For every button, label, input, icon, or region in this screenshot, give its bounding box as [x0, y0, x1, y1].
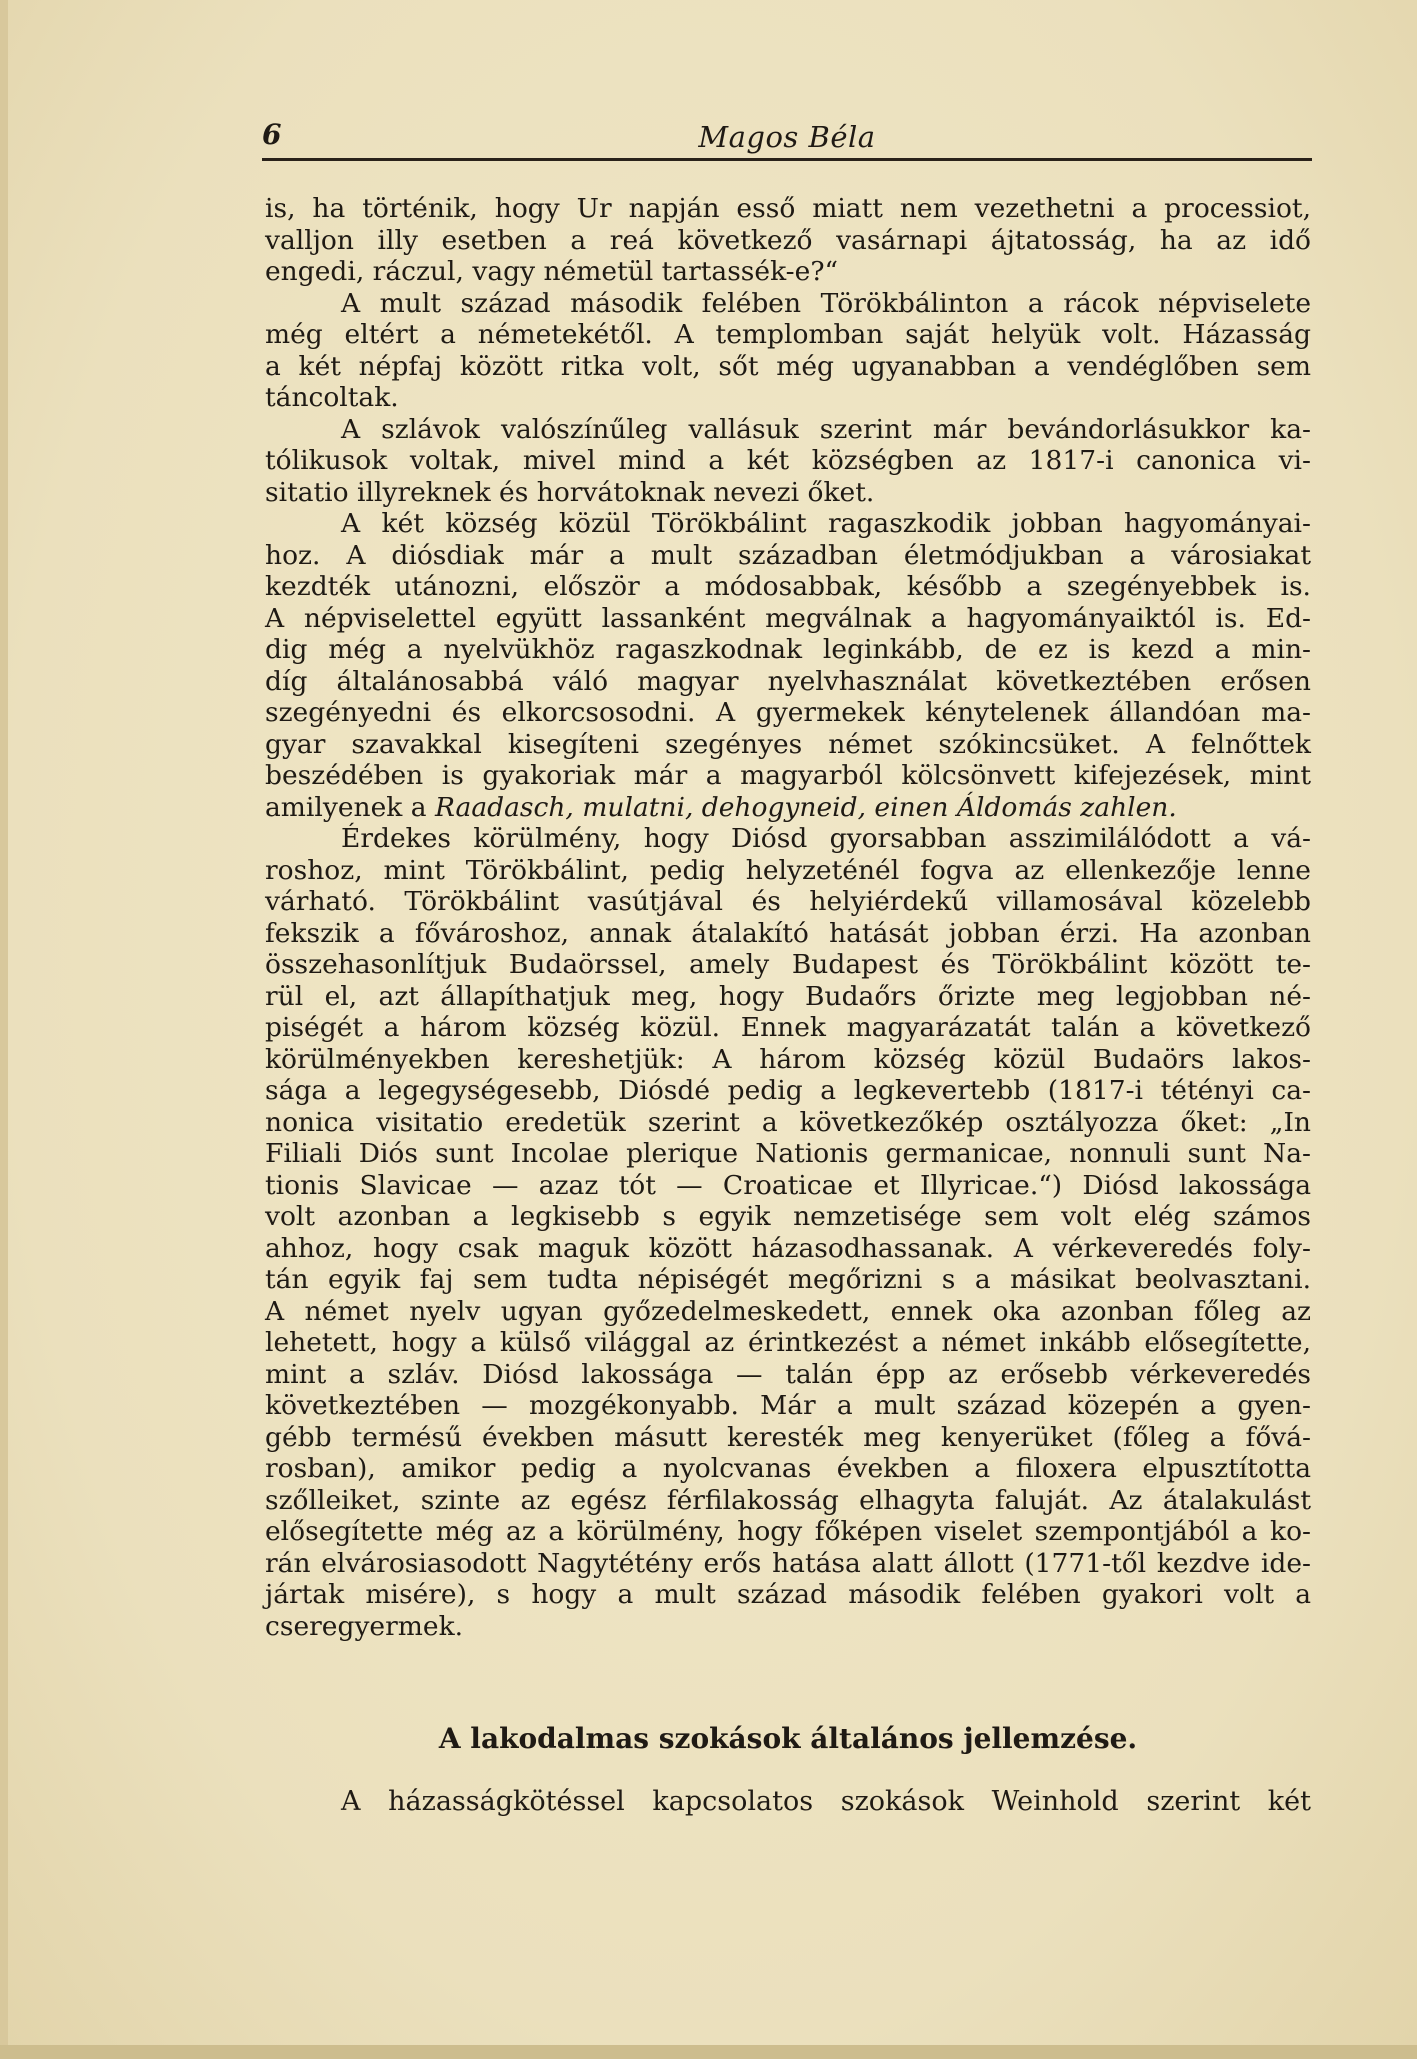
text-line: [265, 792, 1311, 824]
text-line: a két népfaj között ritka volt, sőt még ugyanabban a vendéglőben sem: [265, 350, 1311, 382]
text-line: kezdték utánozni, először a módosabbak, később a szegényebbek is.: [265, 571, 1311, 602]
paragraph: [265, 508, 1311, 823]
text-line: A szlávok valószínűleg vallásuk szerint már bevándorlásukkor ka-: [341, 413, 1311, 445]
text-line: is, ha történik, hogy Ur napján esső miatt nem vezethetni a processiot,: [265, 193, 1311, 224]
text-line: gébb termésű években másutt keresték meg kenyerüket (főleg a fővá-: [265, 1421, 1311, 1453]
text-line: hoz. A diósdiak már a mult században életmódjukban a városiakat: [265, 539, 1311, 571]
page-edge-shadow: [0, 0, 8, 2059]
text-line: engedi, ráczul, vagy németül tartassék-e?“: [265, 256, 839, 287]
text-line: rán elvárosiasodott Nagytétény erős hatása alatt állott (1771-től kezdve ide-: [265, 1547, 1311, 1579]
text-line-prefix: amilyenek a: [265, 791, 435, 823]
text-line: összehasonlítjuk Budaörssel, amely Budapest és Törökbálint között te-: [265, 949, 1311, 980]
text-line: mint a szláv. Diósd lakossága — talán épp az erősebb vérkeveredés: [265, 1358, 1311, 1390]
italic-examples: Raadasch, mulatni, dehogyneid, einen Áldomás zahlen.: [435, 791, 1177, 823]
text-line: piségét a három község közül. Ennek magyarázatát talán a következő: [265, 1012, 1311, 1043]
body-text: [265, 193, 1311, 1642]
paragraph: [265, 193, 1311, 288]
page-bottom-edge: [0, 2045, 1417, 2059]
text-line: szőlleiket, szinte az egész férfilakosság elhagyta faluját. Az átalakulást: [265, 1484, 1311, 1516]
text-line: körülményekben kereshetjük: A három község közül Budaörs lakos-: [265, 1043, 1311, 1075]
paragraph: [265, 414, 1311, 509]
text-line: A népviselettel együtt lassanként megválnak a hagyományaiktól is. Ed-: [265, 602, 1311, 634]
text-line: szegényedni és elkorcsosodni. A gyermekek kénytelenek állandóan ma-: [265, 697, 1311, 728]
text-line: várható. Törökbálint vasútjával és helyiérdekű villamosával közelebb: [265, 886, 1311, 917]
paragraph: [265, 823, 1311, 1642]
closing-paragraph: [265, 1786, 1311, 1818]
text-line: táncoltak.: [265, 382, 399, 413]
text-line: Filiali Diós sunt Incolae plerique Nationis germanicae, nonnuli sunt Na-: [265, 1138, 1311, 1169]
text-line: még eltért a németekétől. A templomban saját helyük volt. Házasság: [265, 319, 1311, 350]
text-line: következtében — mozgékonyabb. Már a mult század közepén a gyen-: [265, 1390, 1311, 1421]
text-line: Érdekes körülmény, hogy Diósd gyorsabban asszimilálódott a vá-: [341, 823, 1311, 854]
text-line: dig még a nyelvükhöz ragaszkodnak leginkább, de ez is kezd a min-: [265, 634, 1311, 665]
text-line: tólikusok voltak, mivel mind a két községben az 1817-i canonica vi-: [265, 445, 1311, 476]
text-line: gyar szavakkal kisegíteni szegényes német szókincsüket. A felnőttek: [265, 728, 1311, 760]
text-line: A német nyelv ugyan győzedelmeskedett, ennek oka azonban főleg az: [265, 1295, 1311, 1327]
text-line: A két község közül Törökbálint ragaszkodik jobban hagyományai-: [341, 508, 1311, 539]
text-line: rül el, azt állapíthatjuk meg, hogy Budaőrs őrizte meg legjobban né-: [265, 980, 1311, 1012]
text-line: ahhoz, hogy csak maguk között házasodhassanak. A vérkeveredés foly-: [265, 1232, 1311, 1264]
text-line: sága a legegységesebb, Diósdé pedig a legkevertebb (1817-i tétényi ca-: [265, 1075, 1311, 1106]
text-line: rosban), amikor pedig a nyolcvanas években a filoxera elpusztította: [265, 1453, 1311, 1484]
page-number: 6: [262, 118, 282, 151]
text-line: sitatio illyreknek és horvátoknak nevezi őket.: [265, 476, 875, 508]
text-line: fekszik a fővároshoz, annak átalakító hatását jobban érzi. Ha azonban: [265, 917, 1311, 949]
text-line: díg általánosabbá váló magyar nyelvhasználat következtében erősen: [265, 665, 1311, 697]
paragraph: [265, 288, 1311, 414]
text-line: cseregyermek.: [265, 1610, 464, 1642]
text-line: roshoz, mint Törökbálint, pedig helyzeténél fogva az ellenkezője lenne: [265, 854, 1311, 886]
text-line: nonica visitatio eredetük szerint a következőkép osztályozza őket: „In: [265, 1106, 1311, 1138]
text-line: valljon illy esetben a reá következő vasárnapi ájtatosság, ha az idő: [265, 224, 1311, 256]
text-line: jártak misére), s hogy a mult század második felében gyakori volt a: [265, 1579, 1311, 1610]
text-line: A mult század második felében Törökbálinton a rácok népviselete: [341, 287, 1311, 319]
running-head-author: Magos Béla: [698, 120, 876, 154]
text-line: tán egyik faj sem tudta népiségét megőrizni s a másikat beolvasztani.: [265, 1264, 1311, 1295]
page-header: [262, 118, 1312, 161]
text-line: lehetett, hogy a külső világgal az érintkezést a német inkább elősegítette,: [265, 1327, 1311, 1358]
text-line: elősegítette még az a körülmény, hogy főképen viselet szempontjából a ko-: [265, 1516, 1311, 1547]
text-line: beszédében is gyakoriak már a magyarból kölcsönvett kifejezések, mint: [265, 760, 1311, 791]
section-heading: A lakodalmas szokások általános jellemzése.: [438, 1722, 1138, 1755]
text-line: volt azonban a legkisebb s egyik nemzetisége sem volt elég számos: [265, 1201, 1311, 1232]
closing-line: A házasságkötéssel kapcsolatos szokások Weinhold szerint két: [341, 1786, 1311, 1817]
text-line: tionis Slavicae — azaz tót — Croaticae et Illyricae.“) Diósd lakossága: [265, 1169, 1311, 1201]
